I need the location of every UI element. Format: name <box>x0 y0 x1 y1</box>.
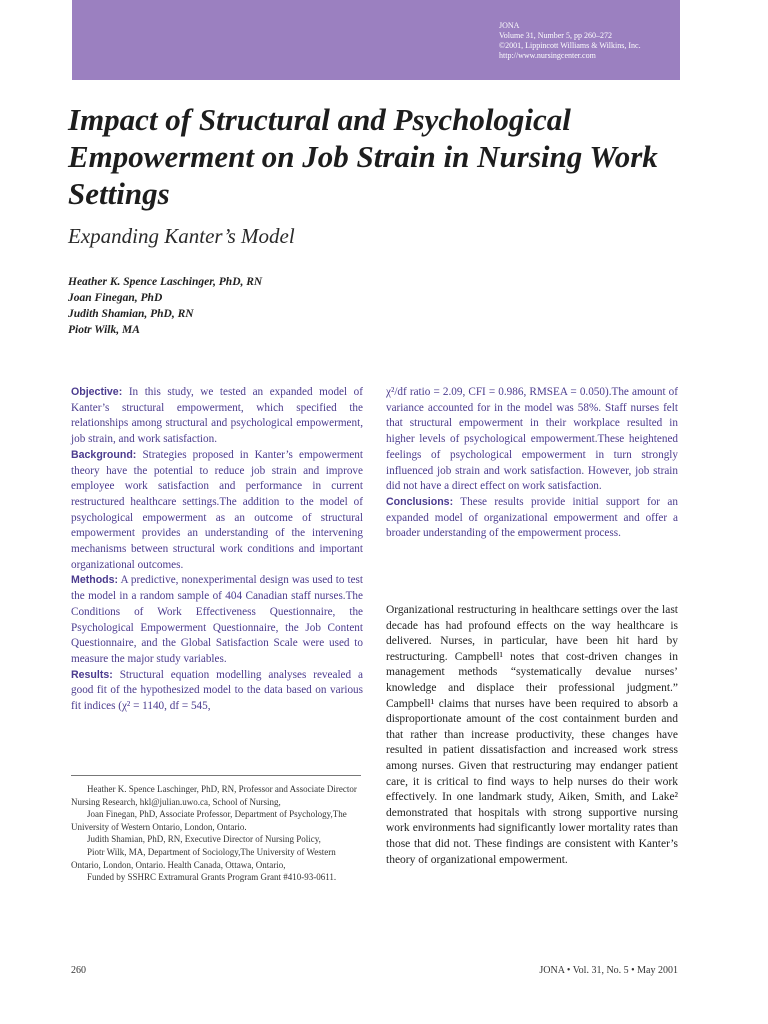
results-text: Structural equation modelling analyses revealed a good fit of the hypothesized model to the data based on various fit indices (χ² = 1140, df = 545, <box>71 668 363 713</box>
conclusions-label: Conclusions: <box>386 495 454 508</box>
footnote-divider <box>71 775 361 776</box>
abstract-objective <box>71 385 363 448</box>
article-title: Impact of Structural and Psychological Empowerment on Job Strain in Nursing Work Settings <box>68 102 658 211</box>
body-paragraph: Organizational restructuring in healthcare settings over the last decade has had profound effects on the way healthcare is delivered. Nurses, in particular, have been hit hard by restructuring. Campbell¹ notes that cost-driven changes in management methods “systematically devalue nurses’ knowledge and displace their professional judgment.” Campbell¹ claims that nurses have been required to absorb a disproportionate amount of the cost containment burden and that rather than increase productivity, these changes have resulted in patient dissatisfaction and increased work stress among nurses. Given that restructuring may endanger patient care, it is critical to find ways to help nurses do their work effectively. In one landmark study, Aiken, Smith, and Lake² demonstrated that hospitals with strong supportive nursing work environments had significantly lower mortality rates than those that did not. These findings are consistent with Kanter’s theory of organizational empowerment. <box>386 604 678 866</box>
footnote: Heather K. Spence Laschinger, PhD, RN, Professor and Associate Director Nursing Research, hkl@julian.uwo.ca, School of Nursing, <box>71 784 357 807</box>
journal-name: JONA <box>499 21 520 30</box>
objective-text: In this study, we tested an expanded model of Kanter’s structural empowerment, which specified the relationships among structural and psychological empowerment, job strain, and work satisfaction. <box>71 386 363 446</box>
conclusions-text: These results provide initial support for an expanded model of organizational empowerment and offer a broader understanding of the empowerment process. <box>386 495 678 540</box>
abstract-results <box>71 668 363 715</box>
footnote: Piotr Wilk, MA, Department of Sociology,The University of Western Ontario, London, Ontario. Health Canada, Ottawa, Ontario, <box>71 846 336 870</box>
author-list <box>68 274 262 338</box>
page-number: 260 <box>71 965 86 976</box>
methods-label: Methods: <box>71 574 119 587</box>
running-footer: JONA • Vol. 31, No. 5 • May 2001 <box>539 965 678 976</box>
background-text: Strategies proposed in Kanter’s empowerment theory have the potential to reduce job strain and improve employee work satisfaction and performance in current restructured healthcare settings.The addition to the model of psychological empowerment as an outcome of structural empowerment provides an understanding of the intervening mechanisms between structural work conditions and important organizational outcomes. <box>71 448 363 571</box>
abstract-conclusions <box>386 495 678 542</box>
objective-label: Objective: <box>71 386 123 398</box>
footnote: Funded by SSHRC Extramural Grants Program Grant #410-93-0611. <box>87 872 337 883</box>
journal-volume: Volume 31, Number 5, pp 260–272 <box>499 31 612 40</box>
abstract-results-continued: χ²/df ratio = 2.09, CFI = 0.986, RMSEA = 0.050).The amount of variance accounted for in the model was 58%. Staff nurses felt that structural empowerment in their workplace resulted in higher levels of psychological empowerment.These heightened feelings of psychological empowerment in turn strongly influenced job strain and work satisfaction. However, job strain did not have a direct effect on work satisfaction. <box>386 386 678 493</box>
journal-url: http://www.nursingcenter.com <box>499 51 596 60</box>
author: Judith Shamian, PhD, RN <box>68 308 194 320</box>
abstract-methods <box>71 573 363 667</box>
author: Heather K. Spence Laschinger, PhD, RN <box>68 276 263 288</box>
journal-copyright: ©2001, Lippincott Williams & Wilkins, Inc. <box>499 41 641 50</box>
journal-header-band <box>72 0 680 80</box>
author: Joan Finegan, PhD <box>68 292 163 304</box>
background-label: Background: <box>71 448 137 461</box>
footnote: Judith Shamian, PhD, RN, Executive Director of Nursing Policy, <box>87 834 321 845</box>
footnote: Joan Finegan, PhD, Associate Professor, Department of Psychology,The University of Western Ontario, London, Ontario. <box>71 809 347 832</box>
author-footnotes <box>71 783 363 884</box>
abstract-background <box>71 448 363 574</box>
author: Piotr Wilk, MA <box>68 324 140 336</box>
article-subtitle: Expanding Kanter’s Model <box>68 224 295 248</box>
methods-text: A predictive, nonexperimental design was used to test the model in a random sample of 404 Canadian staff nurses.The Conditions of Work Effectiveness Questionnaire, the Psychological Empowerment Questionnaire, the Job Content Questionnaire, and the Global Satisfaction Scale were used to measure the major study variables. <box>71 574 363 665</box>
abstract-right-column <box>386 385 678 542</box>
results-label: Results: <box>71 668 113 681</box>
abstract-left-column <box>71 385 363 715</box>
journal-info <box>499 21 675 61</box>
